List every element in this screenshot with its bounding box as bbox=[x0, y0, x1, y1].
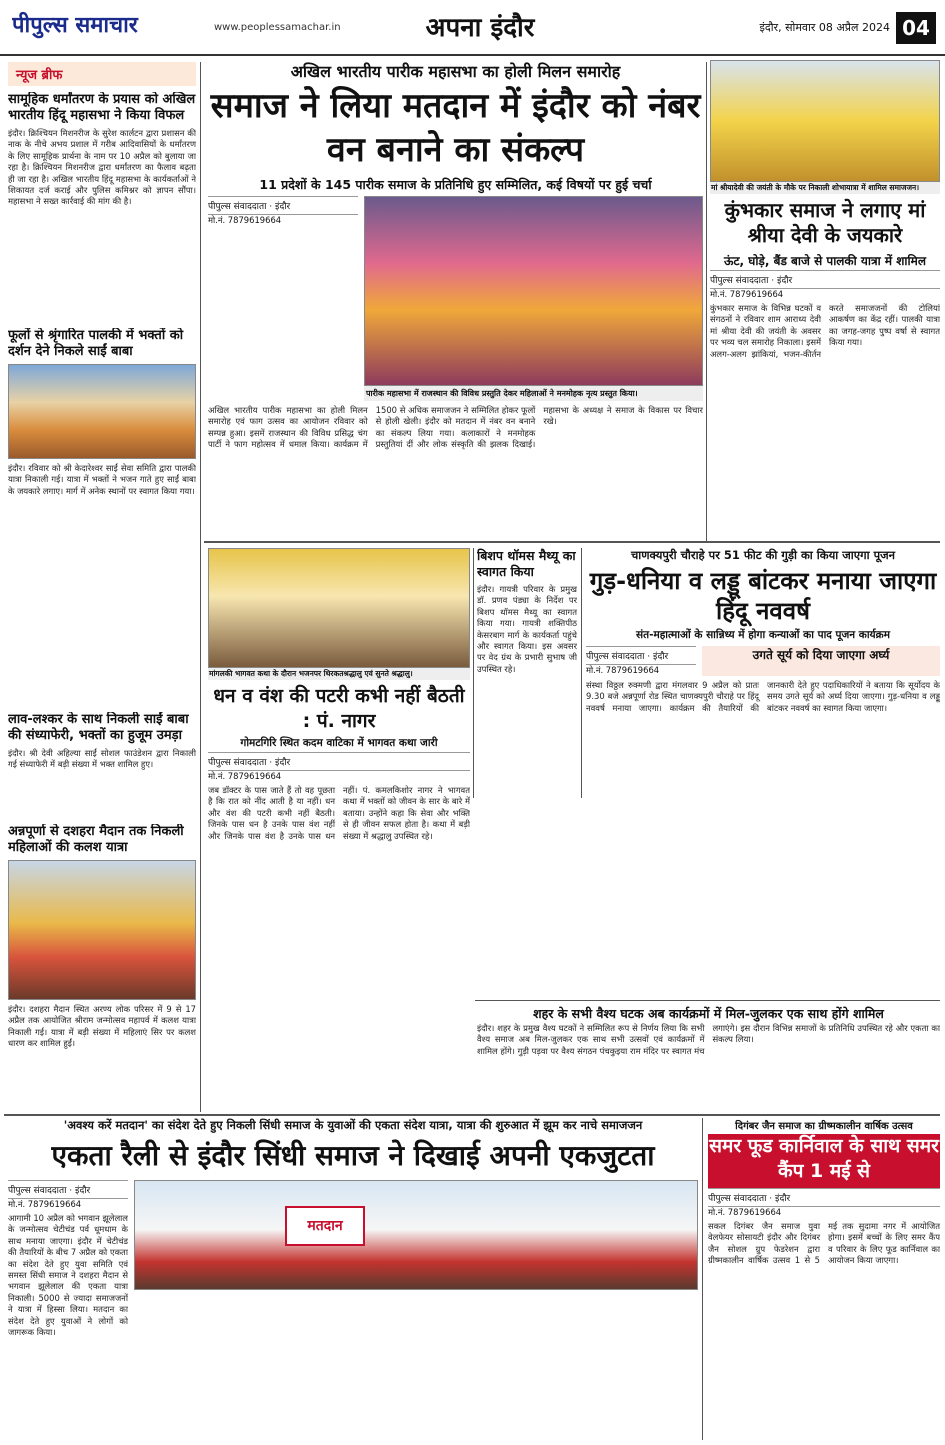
jain-story bbox=[708, 1118, 940, 1440]
sindhi-kicker: 'अवश्य करें मतदान' का संदेश देते हुए निकली सिंधी समाज के युवाओं की एकता संदेश यात्रा, यात्रा की शुरुआत में झूम कर नाचे समाजजन bbox=[63, 1118, 643, 1132]
byline-city: इंदौर bbox=[775, 1194, 791, 1204]
column-divider bbox=[200, 62, 201, 1112]
navvarsh-headline: गुड़-धनिया व लड्डू बांटकर मनाया जाएगा हिंदू नववर्ष bbox=[589, 567, 937, 625]
jain-body: सकल दिगंबर जैन समाज युवा वेलफेयर सोसायटी इंदौर और दिगंबर जैन सोशल ग्रुप फेडरेशन द्वारा ग्रीष्मकालीन वार्षिक उत्सव 1 से 5 मई तक सुदामा नगर में आयोजित होगा। इसमें बच्चों के लिए समर कैंप व परिवार के लिए फूड कार्निवाल का आयोजन किया जाएगा। bbox=[708, 1221, 940, 1266]
brief-item bbox=[8, 92, 196, 324]
bhagwat-body: जब डॉक्टर के पास जाते हैं तो वह पूछता है कि रात को नींद आती है या नहीं। धन और वंश की पटरी कभी नहीं बैठती। जिनके पास धन है उनके पास वंश नहीं और जिनके पास वंश है उनके पास धन नहीं। पं. कमलकिशोर नागर ने भागवत कथा में भक्तों को जीवन के सार के बारे में बताया। उन्होंने कहा कि सेवा और भक्ति से ही जीवन सफल होता है। कथा में बड़ी संख्या में श्रद्धालु उपस्थित रहे। bbox=[208, 785, 470, 841]
reporter-mobile: मो.नं. 7879619664 bbox=[208, 215, 282, 225]
byline-reporter: पीपुल्स संवाददाता bbox=[586, 652, 645, 662]
kumbhkar-body: कुंभकार समाज के विभिन्न घटकों व संगठनों ने रविवार शाम आराध्य देवी मां श्रीया देवी की जयंती के अवसर पर भव्य चल समारोह निकाला। इसमें अलग-अलग झांकियां, भजन-कीर्तन करते समाजजनों की टोलियां आकर्षण का केंद्र रहीं। पालकी यात्रा का जगह-जगह पुष्प वर्षा से स्वागत किया गया। bbox=[710, 303, 940, 359]
sindhi-headline: एकता रैली से इंदौर सिंधी समाज ने दिखाई अपनी एकजुटता bbox=[51, 1139, 655, 1172]
brief-item bbox=[8, 824, 196, 1112]
byline-city: इंदौर bbox=[275, 202, 291, 212]
navvarsh-subhead: उगते सूर्य को दिया जाएगा अर्घ्य bbox=[702, 646, 940, 676]
column-divider bbox=[581, 548, 582, 798]
section-divider bbox=[475, 1000, 940, 1001]
news-brief-label: न्यूज ब्रीफ bbox=[8, 62, 196, 86]
bhagwat-deck: गोमटगिरि स्थित कदम वाटिका में भागवत कथा जारी bbox=[240, 737, 438, 749]
palki-yatra-photo bbox=[8, 364, 196, 459]
navvarsh-deck: संत-महात्माओं के सान्निध्य में होगा कन्याओं का पाद पूजन कार्यक्रम bbox=[636, 629, 890, 641]
section-divider bbox=[4, 1114, 940, 1116]
page-number: 04 bbox=[896, 12, 936, 44]
reporter-mobile: मो.नं. 7879619664 bbox=[710, 289, 784, 299]
column-divider bbox=[473, 548, 474, 798]
kumbhkar-photo bbox=[710, 60, 940, 182]
news-brief-column bbox=[8, 62, 196, 1112]
bhagwat-story bbox=[208, 548, 470, 1108]
byline-city: इंदौर bbox=[275, 758, 291, 768]
byline-city: इंदौर bbox=[653, 652, 669, 662]
lead-photo bbox=[364, 196, 703, 386]
jain-kicker: दिगंबर जैन समाज का ग्रीष्मकालीन वार्षिक उत्सव bbox=[735, 1121, 913, 1132]
reporter-mobile: मो.नं. 7879619664 bbox=[8, 1199, 82, 1209]
masthead bbox=[0, 0, 945, 56]
brief-item bbox=[8, 328, 196, 708]
byline-reporter: पीपुल्स संवाददाता bbox=[710, 276, 769, 286]
column-divider bbox=[706, 62, 707, 542]
brief-headline: अन्नपूर्णा से दशहरा मैदान तक निकली महिलाओं की कलश यात्रा bbox=[8, 824, 184, 855]
bhagwat-headline: धन व वंश की पटरी कभी नहीं बैठती : पं. नागर bbox=[213, 685, 465, 732]
newspaper-logo: पीपुल्स समाचार bbox=[12, 13, 138, 38]
jain-headline: समर फूड कार्निवाल के साथ समर कैंप 1 मई से bbox=[708, 1134, 940, 1188]
navvarsh-kicker: चाणक्यपुरी चौराहे पर 51 फीट की गुड़ी का किया जाएगा पूजन bbox=[630, 548, 896, 562]
byline-reporter: पीपुल्स संवाददाता bbox=[208, 202, 267, 212]
lead-headline: समाज ने लिया मतदान में इंदौर को नंबर वन बनाने का संकल्प bbox=[210, 86, 701, 170]
column-divider bbox=[702, 1118, 703, 1440]
reporter-mobile: मो.नं. 7879619664 bbox=[708, 1207, 782, 1217]
byline: पीपुल्स संवाददाता · इंदौर bbox=[586, 646, 696, 665]
bishop-headline: बिशप थॉमस मैथ्यू का स्वागत किया bbox=[477, 548, 576, 579]
brief-body: इंदौर। रविवार को श्री केदारेश्वर साईं सेवा समिति द्वारा पालकी यात्रा निकाली गई। यात्रा में भक्तों ने भजन गाते हुए साईं बाबा के जयकारे लगाए। मार्ग में अनेक स्थानों पर स्वागत किया गया। bbox=[8, 463, 196, 496]
brief-headline: फूलों से श्रृंगारित पालकी में भक्तों को दर्शन देने निकले साईं बाबा bbox=[8, 328, 184, 359]
bhagwat-photo bbox=[208, 548, 470, 668]
lead-story bbox=[208, 60, 703, 538]
bhagwat-caption: मांगलकी भागवत कथा के दौरान भजनपर थिरकतश्रद्धालु एवं सुनते श्रद्धालु। bbox=[208, 668, 470, 680]
brief-body: इंदौर। क्रिश्चियन मिशनरीज के सुरेश कार्लटन द्वारा प्रशासन की नाक के नीचे अभय प्रशाल में गरीब आदिवासियों के धर्मांतरण के लिए सामूहिक प्रार्थना के नाम पर 10 अप्रैल को बुलाया जा रहा है। क्रिश्चियन मिशनरीज द्वारा धर्मांतरण का फैलाव बढ़ता ही जा रहा है। अखिल भारतीय हिंदू महासभा के कार्यकर्ताओं ने शिकायत दर्ज कराई और पुलिस कमिश्नर को ज्ञापन सौंपा। महासभा ने सख्त कार्रवाई की मांग की है। bbox=[8, 128, 196, 207]
brief-body: इंदौर। दशहरा मैदान स्थित अरण्य लोक परिसर में 9 से 17 अप्रैल तक आयोजित श्रीराम जन्मोत्सव महापर्व में कलश यात्रा निकाली गई। यात्रा में बड़ी संख्या में महिलाएं सिर पर कलश धारण कर शामिल हुईं। bbox=[8, 1004, 196, 1049]
vaishya-story bbox=[477, 1005, 940, 1110]
vaishya-body: इंदौर। शहर के प्रमुख वैश्य घटकों ने सम्मिलित रूप से निर्णय लिया कि सभी वैश्य समाज अब मिल-जुलकर एक साथ सभी उत्सवों एवं कार्यक्रमों में शामिल होंगे। गुड़ी पड़वा पर वैश्य संगठन पंचकुइया राम मंदिर पर स्वागत मंच लगाएंगे। इस दौरान विभिन्न समाजों के प्रतिनिधि उपस्थित रहे और एकता का संकल्प लिया। bbox=[477, 1023, 940, 1056]
reporter-mobile: मो.नं. 7879619664 bbox=[586, 665, 660, 675]
kumbhkar-caption: मां श्रीयादेवी की जयंती के मौके पर निकाली शोभायात्रा में शामिल समाजजन। bbox=[710, 182, 940, 194]
sindhi-rally-photo bbox=[134, 1180, 698, 1290]
dateline: इंदौर, सोमवार 08 अप्रैल 2024 bbox=[759, 21, 890, 34]
kalash-yatra-photo bbox=[8, 860, 196, 1000]
brief-body: इंदौर। श्री देवी अहिल्या साईं सोशल फाउंडेशन द्वारा निकाली गई संध्याफेरी में बड़ी संख्या में भक्त शामिल हुए। bbox=[8, 748, 196, 770]
section-title: अपना इंदौर bbox=[425, 13, 535, 43]
byline-city: इंदौर bbox=[777, 276, 793, 286]
vaishya-headline: शहर के सभी वैश्य घटक अब कार्यक्रमों में मिल-जुलकर एक साथ होंगे शामिल bbox=[533, 1006, 884, 1021]
lead-body: अखिल भारतीय पारीक महासभा का होली मिलन समारोह एवं फाग उत्सव का आयोजन रविवार को सम्पन्न हुआ। इसमें राजस्थान की विविध प्रसिद्ध चंग पार्टी ने फाग महोत्सव में धमाल किया। कार्यक्रम में 1500 से अधिक समाजजन ने सम्मिलित होकर फूलों से होली खेली। इंदौर को मतदान में नंबर वन बनाने का संकल्प लिया गया। कलाकारों ने मनमोहक प्रस्तुतियां दीं और लोक संस्कृति की झलक दिखाई। महासभा के अध्यक्ष ने समाज के विकास पर विचार रखे। bbox=[208, 405, 703, 450]
byline: पीपुल्स संवाददाता · इंदौर bbox=[708, 1188, 940, 1207]
brief-item bbox=[8, 712, 196, 820]
byline: पीपुल्स संवाददाता · इंदौर bbox=[8, 1180, 128, 1199]
byline: पीपुल्स संवाददाता · इंदौर bbox=[208, 752, 470, 771]
bishop-body: इंदौर। गायत्री परिवार के प्रमुख डॉ. प्रणव पंड्या के निर्देश पर बिशप थॉमस मैथ्यू का स्वागत किया गया। गायत्री शक्तिपीठ केसरबाग मार्ग के कार्यकर्ता पहुंचे और स्वागत किया। इस अवसर पर वेद ग्रंथ के प्रभारी सुभाष जी उपस्थित रहे। bbox=[477, 584, 577, 674]
section-divider bbox=[204, 541, 940, 543]
sindhi-story bbox=[8, 1118, 698, 1440]
website-url[interactable]: www.peoplessamachar.in bbox=[214, 22, 341, 33]
lead-caption: पारीक महासभा में राजस्थान की विविध प्रस्तुति देकर महिलाओं ने मनमोहक नृत्य प्रस्तुत किया। bbox=[364, 386, 703, 401]
byline: पीपुल्स संवाददाता · इंदौर bbox=[710, 270, 940, 289]
byline-reporter: पीपुल्स संवाददाता bbox=[8, 1186, 67, 1196]
matdan-banner: मतदान bbox=[285, 1206, 365, 1246]
lead-deck: 11 प्रदेशों के 145 पारीक समाज के प्रतिनिधि हुए सम्मिलित, कई विषयों पर हुई चर्चा bbox=[259, 177, 652, 192]
kumbhkar-deck: ऊंट, घोड़े, बैंड बाजे से पालकी यात्रा में शामिल bbox=[724, 254, 926, 268]
kumbhkar-story bbox=[710, 60, 940, 540]
sindhi-body: आगामी 10 अप्रैल को भगवान झूलेलाल के जन्मोत्सव चेटीचंड पर्व धूमधाम के साथ मनाया जाएगा। इंदौर में चेटीचंड की तैयारियों के बीच 7 अप्रैल को एकता का संदेश देते हुए युवा समिति एवं समस्त सिंधी समाज ने दशहरा मैदान से भगवान झूलेलाल की एकता यात्रा निकाली। 5000 से ज्यादा समाजजनों ने यात्रा में हिस्सा लिया। मतदान का संदेश देते हुए युवाओं ने लोगों को जागरूक किया। bbox=[8, 1213, 128, 1338]
brief-headline: लाव-लश्कर के साथ निकली साईं बाबा की संध्याफेरी, भक्तों का हुजूम उमड़ा bbox=[8, 712, 189, 743]
byline-reporter: पीपुल्स संवाददाता bbox=[708, 1194, 767, 1204]
reporter-mobile: मो.नं. 7879619664 bbox=[208, 771, 282, 781]
navvarsh-body: संस्था विठ्ठल रुक्मणी द्वारा मंगलवार 9 अप्रैल को प्रातः 9.30 बजे अन्नपूर्णा रोड स्थित चाणक्यपुरी चौराहे पर हिंदू नववर्ष मनाया जाएगा। कार्यक्रम की तैयारियों की जानकारी देते हुए पदाधिकारियों ने बताया कि सूर्योदय के समय उगते सूर्य को अर्घ्य दिया जाएगा। गुड़-धनिया व लड्डू बांटकर नववर्ष का स्वागत किया जाएगा। bbox=[586, 680, 940, 713]
brief-headline: सामूहिक धर्मांतरण के प्रयास को अखिल भारतीय हिंदू महासभा ने किया विफल bbox=[8, 92, 196, 123]
byline-city: इंदौर bbox=[75, 1186, 91, 1196]
lead-kicker: अखिल भारतीय पारीक महासभा का होली मिलन समारोह bbox=[290, 62, 621, 81]
byline-reporter: पीपुल्स संवाददाता bbox=[208, 758, 267, 768]
byline: पीपुल्स संवाददाता · इंदौर bbox=[208, 196, 358, 215]
bishop-story bbox=[477, 548, 577, 798]
kumbhkar-headline: कुंभकार समाज ने लगाए मां श्रीया देवी के जयकारे bbox=[724, 198, 926, 247]
navvarsh-story bbox=[586, 548, 940, 1058]
